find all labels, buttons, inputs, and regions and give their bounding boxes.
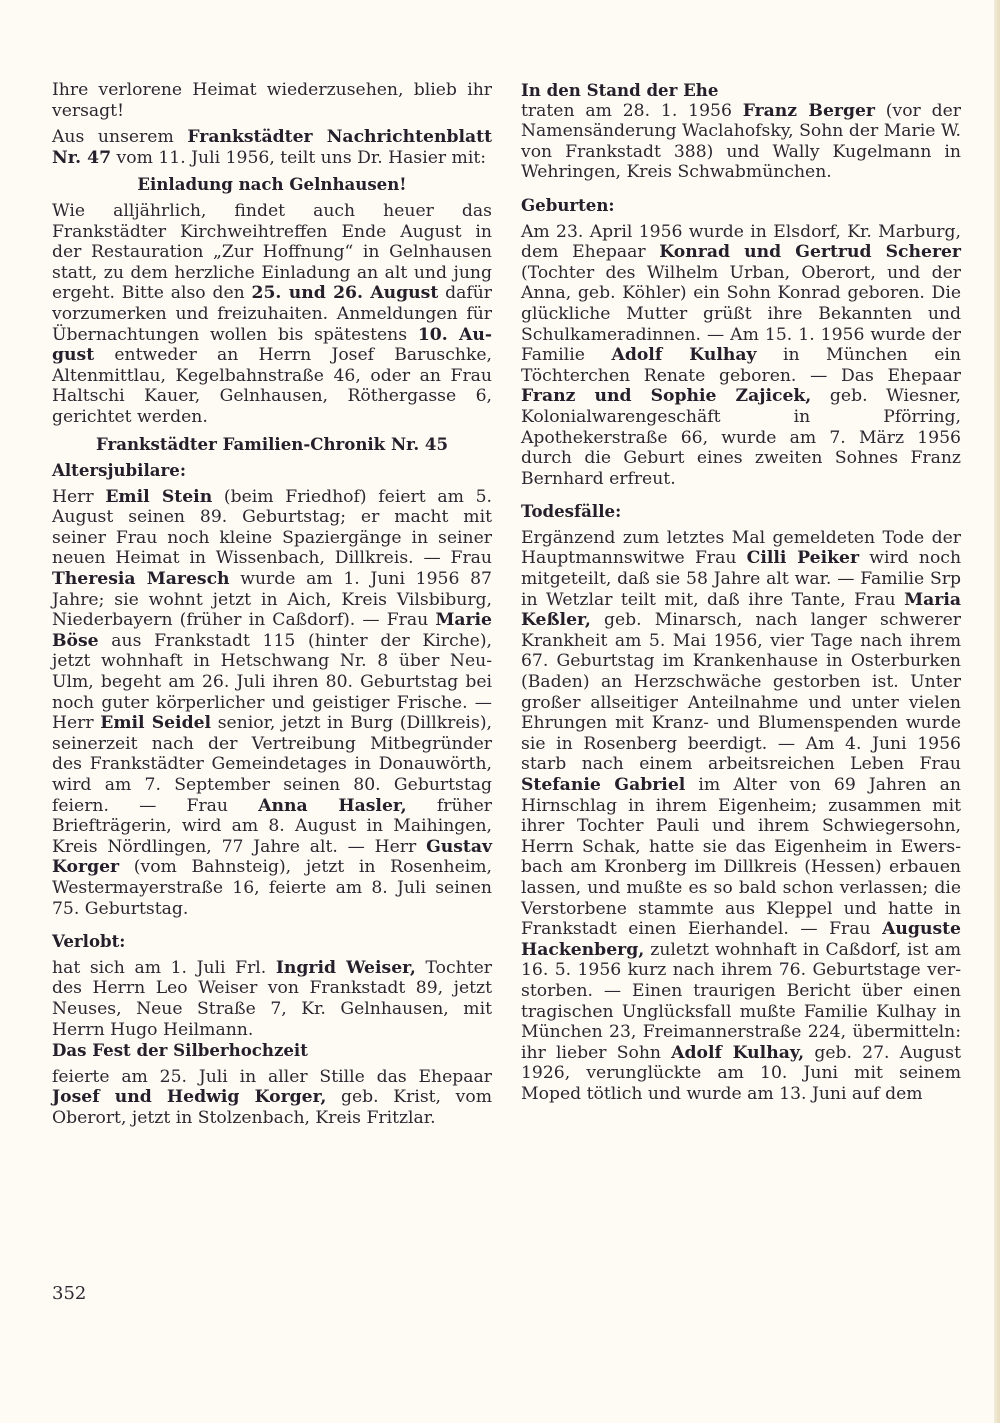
text-run: Am 23. April 1956 wurde in Elsdorf, Kr. Marburg, dem Ehepaar — [521, 221, 961, 263]
paragraph — [521, 101, 961, 183]
text-run: dafür vorzumerken und freizuhaiten. Anmeldungen für Übernachtungen wollen bis spätestens — [52, 283, 492, 345]
text-run: (Tochter des Wilhelm Urban, Oberort, und der Anna, geb. Köhler) ein Sohn Konrad geboren. Die glückliche Mutter grüßt ihre Bekannten und Schulkameradinnen. — Am 15. 1. 1956 wurde der Familie — [521, 262, 961, 366]
text-run: geb. Krist, vom Oberort, jetzt in Stolzenbach, Kreis Fritzlar. — [52, 1087, 492, 1128]
text-run: (beim Friedhof) feiert am 5. August seinen 89. Geburtstag; er macht mit seiner Frau noch kleine Spaziergänge in seiner neuen Heimat in Wissenbach, Dillkreis. — Frau — [52, 486, 492, 569]
bold-name: Maria Keßler, — [521, 589, 961, 631]
text-run: hat sich am 1. Juli Frl. — [52, 957, 276, 978]
bold-name: 25. und 26. August — [251, 283, 439, 304]
text-run: (vor der Namensänderung Waclahofsky, Sohn der Marie W. von Frankstadt 388) und Wally Kugelmann in Wehringen, Kreis Schwabmünchen. — [521, 100, 962, 183]
paragraph — [521, 222, 961, 490]
text-run: vom 11. Juli 1956, teilt uns Dr. Hasier mit: — [111, 147, 487, 168]
bold-name: Theresia Maresch — [52, 569, 230, 590]
text-run: geb. Wiesner, Kolonialwarengeschäft in Pförring, Apothekerstraße 66, wurde am 7. März 1956 durch die Geburt eines zweiten Sohnes Franz Bernhard erfreut. — [521, 386, 962, 489]
text-run: (vom Bahnsteig), jetzt in Rosenheim, Westermayerstraße 16, feierte am 8. Juli seinen 75. Geburtstag. — [52, 857, 492, 919]
page-number: 352 — [52, 1283, 87, 1304]
paragraph — [52, 80, 492, 121]
text-run: geb. Minarsch, nach langer schwerer Krankheit am 5. Mai 1956, vier Tage nach ihrem 67. Geburtstag im Krankenhause in Osterburken (Baden) an Herzschwäche gestorben ist. Unter großer allseitiger Anteilnahme und unter vielen Ehrungen mit Kranz- und Blumenspenden wurde sie in Rosenberg beerdigt. — Am 4. Juni 1956 starb nach einem arbeitsreichen Leben Frau — [521, 610, 961, 775]
bold-name: Emil Seidel — [100, 713, 212, 734]
bold-name: Marie Böse — [52, 610, 492, 651]
text-run: Wie alljährlich, findet auch heuer das Frankstädter Kirchweihtreffen Ende August in der Restauration „Zur Hoffnung“ in Gelnhausen statt, zu dem herzliche Einladung an alt und jung ergeht. Bitte also den — [52, 200, 492, 304]
bold-name: Auguste Hackenberg, — [521, 919, 961, 960]
bold-name: Frankstädter Nachrichtenblatt Nr. 47 — [52, 127, 493, 168]
text-run: entweder an Herrn Josef Baruschke, Altenmittlau, Kegelbahnstraße 46, oder an Frau Haltschi Kauer, Gelnhausen, Röthergasse 6, gerichtet werden. — [52, 345, 492, 427]
bold-name: Adolf Kulhay, — [671, 1042, 805, 1063]
section-heading: In den Stand der Ehe — [521, 80, 719, 100]
text-run: wird noch mitgeteilt, daß sie 58 Jahre alt war. — Familie Srp in Wetzlar teilt mit, daß ihre Tante, Frau — [521, 548, 962, 610]
paragraph — [52, 487, 492, 919]
text-run: wurde am 1. Juni 1956 87 Jahre; sie wohnt jetzt in Aich, Kreis Vilsbiburg, Niederbayern (früher in Caßdorf). — Frau — [52, 569, 492, 631]
bold-name: Franz und Sophie Zajicek, — [521, 386, 812, 407]
bold-name: 10. August — [52, 324, 492, 366]
text-run: traten am 28. 1. 1956 — [521, 100, 743, 121]
text-run: früher Briefträgerin, wird am 8. August in Maihingen, Kreis Nördlingen, 77 Jahre alt. — Herr — [52, 795, 492, 857]
bold-name: Anna Hasler, — [258, 795, 407, 816]
bold-name: Gustav Korger — [52, 836, 492, 878]
paragraph — [52, 201, 492, 428]
section-heading: Das Fest der Silberhochzeit — [52, 1040, 308, 1061]
paragraph — [52, 127, 492, 168]
text-run: Tochter des Herrn Leo Weiser von Frankstadt 89, jetzt Neuses, Neue Straße 7, Kr. Gelnhausen, mit Herrn Hugo Heilmann. — [52, 957, 492, 1040]
bold-name: Josef und Hedwig Korger, — [52, 1087, 327, 1108]
text-run: senior, jetzt in Burg (Dillkreis), seinerzeit nach der Vertreibung Mitbegründer des Frankstädter Gemeindetages in Donauwörth, wird am 7. September seinen 80. Geburtstag feiern. — Frau — [52, 713, 492, 816]
bold-name: Stefanie Gabriel — [521, 775, 686, 795]
text-run: Herr — [52, 486, 106, 507]
bold-name: Adolf Kulhay — [611, 345, 757, 366]
text-run: geb. 27. August 1926, verunglückte am 10. Juni mit seinem Moped tötlich und wurde am 13. Juni auf dem — [521, 1042, 961, 1104]
bold-name: Konrad und Gertrud Scherer — [659, 242, 961, 263]
section-heading: Todesfälle: — [521, 501, 622, 522]
paragraph — [52, 1067, 492, 1129]
text-run: Aus unserem — [52, 127, 188, 148]
text-run: Ihre verlorene Heimat wiederzusehen, blieb ihr versagt! — [52, 80, 492, 121]
text-run: im Alter von 69 Jahren an Hirnschlag in ihrem Eigenheim; zusammen mit ihrer Tochter Pauli und ihrem Schwiegersohn, Herrn Schak, hatte sie das Eigenheim in Ewersbach am Kronberg im Dillkreis (Hessen) erbauen lassen, und mußte es so bald schon verlassen; die Verstorbene stammte aus Kleppel und hatte in Frankstadt einen Eierhandel. — Frau — [521, 775, 961, 940]
left-column — [52, 80, 492, 1135]
section-heading: Einladung nach Gelnhausen! — [137, 174, 407, 195]
section-heading: Geburten: — [521, 194, 615, 215]
text-run: aus Frankstadt 115 (hinter der Kirche), jetzt wohnhaft in Hetschwang Nr. 8 über Neu-Ulm, begeht am 26. Juli ihren 80. Geburtstag bei noch guter körperlicher und geistiger Frische. — Herr — [52, 630, 492, 734]
section-heading: Altersjubilare: — [52, 460, 186, 481]
bold-name: Franz Berger — [742, 100, 875, 121]
right-column — [521, 80, 961, 1111]
paragraph — [521, 528, 961, 1105]
text-run: feierte am 25. Juli in aller Stille das Ehepaar — [52, 1066, 492, 1087]
bold-name: Ingrid Weiser, — [275, 957, 416, 978]
bold-name: Cilli Peiker — [746, 548, 860, 569]
text-run: zuletzt wohnhaft in Caßdorf, ist am 16. 5. 1956 kurz nach ihrem 76. Geburtstage verstorben. — Einen traurigen Bericht über einen tragischen Unglücksfall mußte Familie Kulhay in München 23, Freimannerstraße 224, übermitteln: ihr lieber Sohn — [521, 939, 961, 1063]
page-edge — [994, 0, 1000, 1423]
section-heading: Frankstädter Familien-Chronik Nr. 45 — [95, 433, 448, 454]
text-run: Ergänzend zum letztes Mal gemeldeten Tode der Hauptmannswitwe Frau — [521, 527, 961, 569]
text-run: in München ein Töchterchen Renate geboren. — Das Ehepaar — [521, 345, 961, 386]
section-heading: Verlobt: — [52, 931, 126, 952]
bold-name: Emil Stein — [105, 486, 213, 507]
paragraph — [52, 958, 492, 1040]
